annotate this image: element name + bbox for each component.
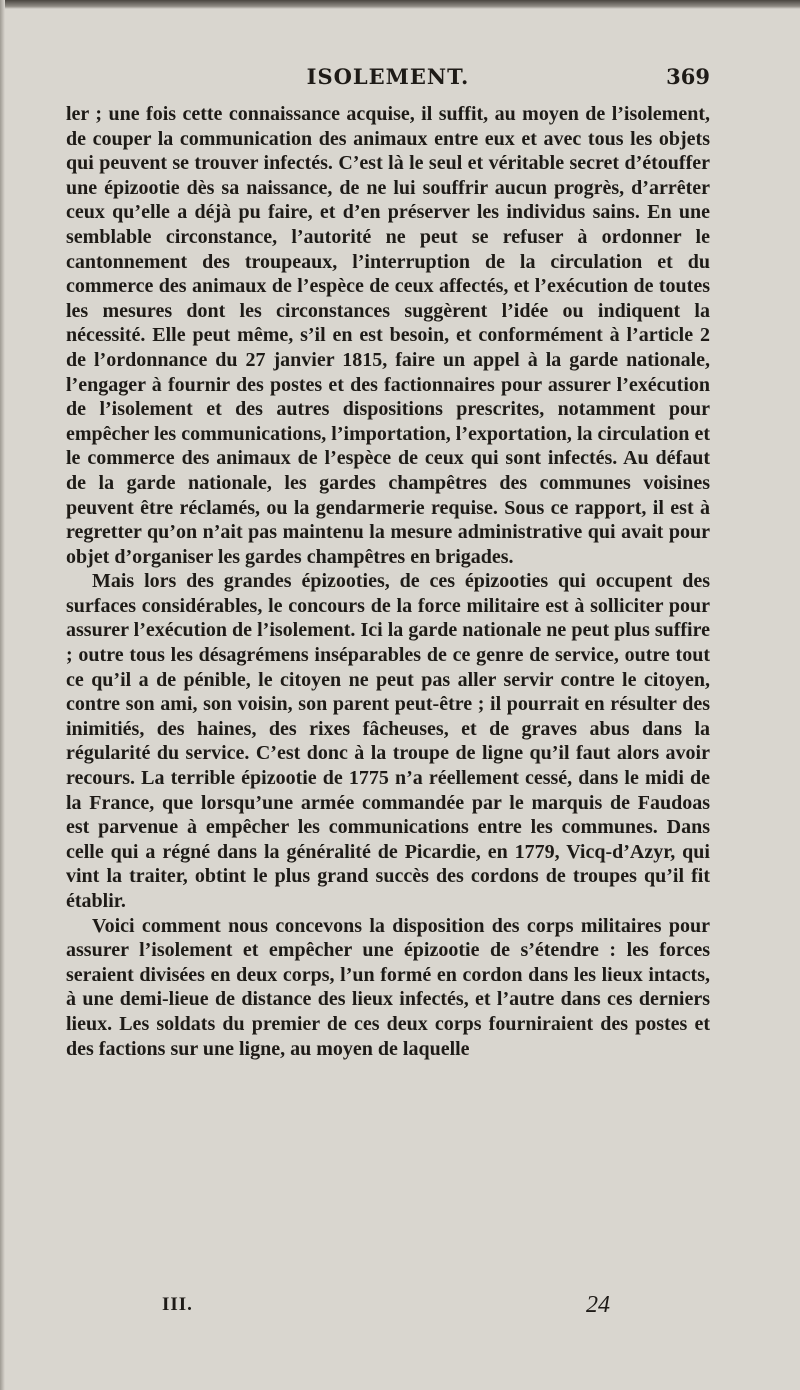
paragraph-1: ler ; une fois cette connaissance acquise, il suffit, au moyen de l’isolement, de couper la communication des animaux entre eux et avec tous les objets qui peuvent se trouver infectés. C’est là le seul et véritable secret d’étouffer une épizootie dès sa naissance, de ne lui souffrir aucun progrès, d’arrêter ceux qu’elle a déjà pu faire, et d’en préserver les individus sains. En une semblable circonstance, l’autorité ne peut se refuser à ordonner le cantonnement des troupeaux, l’interruption de la circulation et du commerce des animaux de l’espèce de ceux affectés, et l’exécution de toutes les mesures dont les circonstances suggèrent l’idée ou indiquent la nécessité. Elle peut même, s’il en est besoin, et conformément à l’article 2 de l’ordonnance du 27 janvier 1815, faire un appel à la garde nationale, l’engager à fournir des postes et des factionnaires pour assurer l’exécution de l’isolement et des autres dispositions prescrites, notamment pour empêcher les communications, l’importation, l’exportation, la circulation et le commerce des animaux de l’espèce de ceux qui sont infectés. Au défaut de la garde nationale, les gardes champêtres des communes voisines peuvent être réclamés, ou la gendarmerie requise. Sous ce rapport, il est à regretter qu’on n’ait pas maintenu la mesure administrative qui avait pour objet d’organiser les gardes champêtres en brigades.: [66, 103, 710, 568]
body-text: [66, 102, 710, 1061]
volume-mark: III.: [162, 1294, 193, 1315]
page-number: 369: [666, 64, 710, 89]
page-footer: [66, 1294, 710, 1324]
page-top-edge: [0, 0, 800, 9]
paragraph-3: Voici comment nous concevons la disposition des corps militaires pour assurer l’isolement et empêcher une épizootie de s’étendre : les forces seraient divisées en deux corps, l’un formé en cordon dans les lieux intacts, à une demi-lieue de distance des lieux infectés, et l’autre dans ces derniers lieux. Les soldats du premier de ces deux corps fourniraient des postes et des factions sur une ligne, au moyen de laquelle: [66, 914, 710, 1060]
signature-mark: 24: [586, 1292, 610, 1318]
page-header: [66, 64, 710, 98]
page-left-edge: [0, 0, 5, 1390]
paragraph-2: Mais lors des grandes épizooties, de ces épizooties qui occupent des surfaces considérables, le concours de la force militaire est à solliciter pour assurer l’exécution de l’isolement. Ici la garde nationale ne peut plus suffire ; outre tous les désagrémens inséparables de ce genre de service, outre tout ce qu’il a de pénible, le citoyen ne peut pas aller servir contre le citoyen, contre son ami, son voisin, son parent peut-être ; il pourrait en résulter des inimitiés, des haines, des rixes fâcheuses, et de graves abus dans la régularité du service. C’est donc à la troupe de ligne qu’il faut alors avoir recours. La terrible épizootie de 1775 n’a réellement cessé, dans le midi de la France, que lorsqu’une armée commandée par le marquis de Faudoas est parvenue à empêcher les communications entre les communes. Dans celle qui a régné dans la généralité de Picardie, en 1779, Vicq-d’Azyr, qui vint la traiter, obtint le plus grand succès des cordons de troupes qu’il fit établir.: [66, 570, 710, 912]
running-title: ISOLEMENT.: [306, 64, 470, 89]
